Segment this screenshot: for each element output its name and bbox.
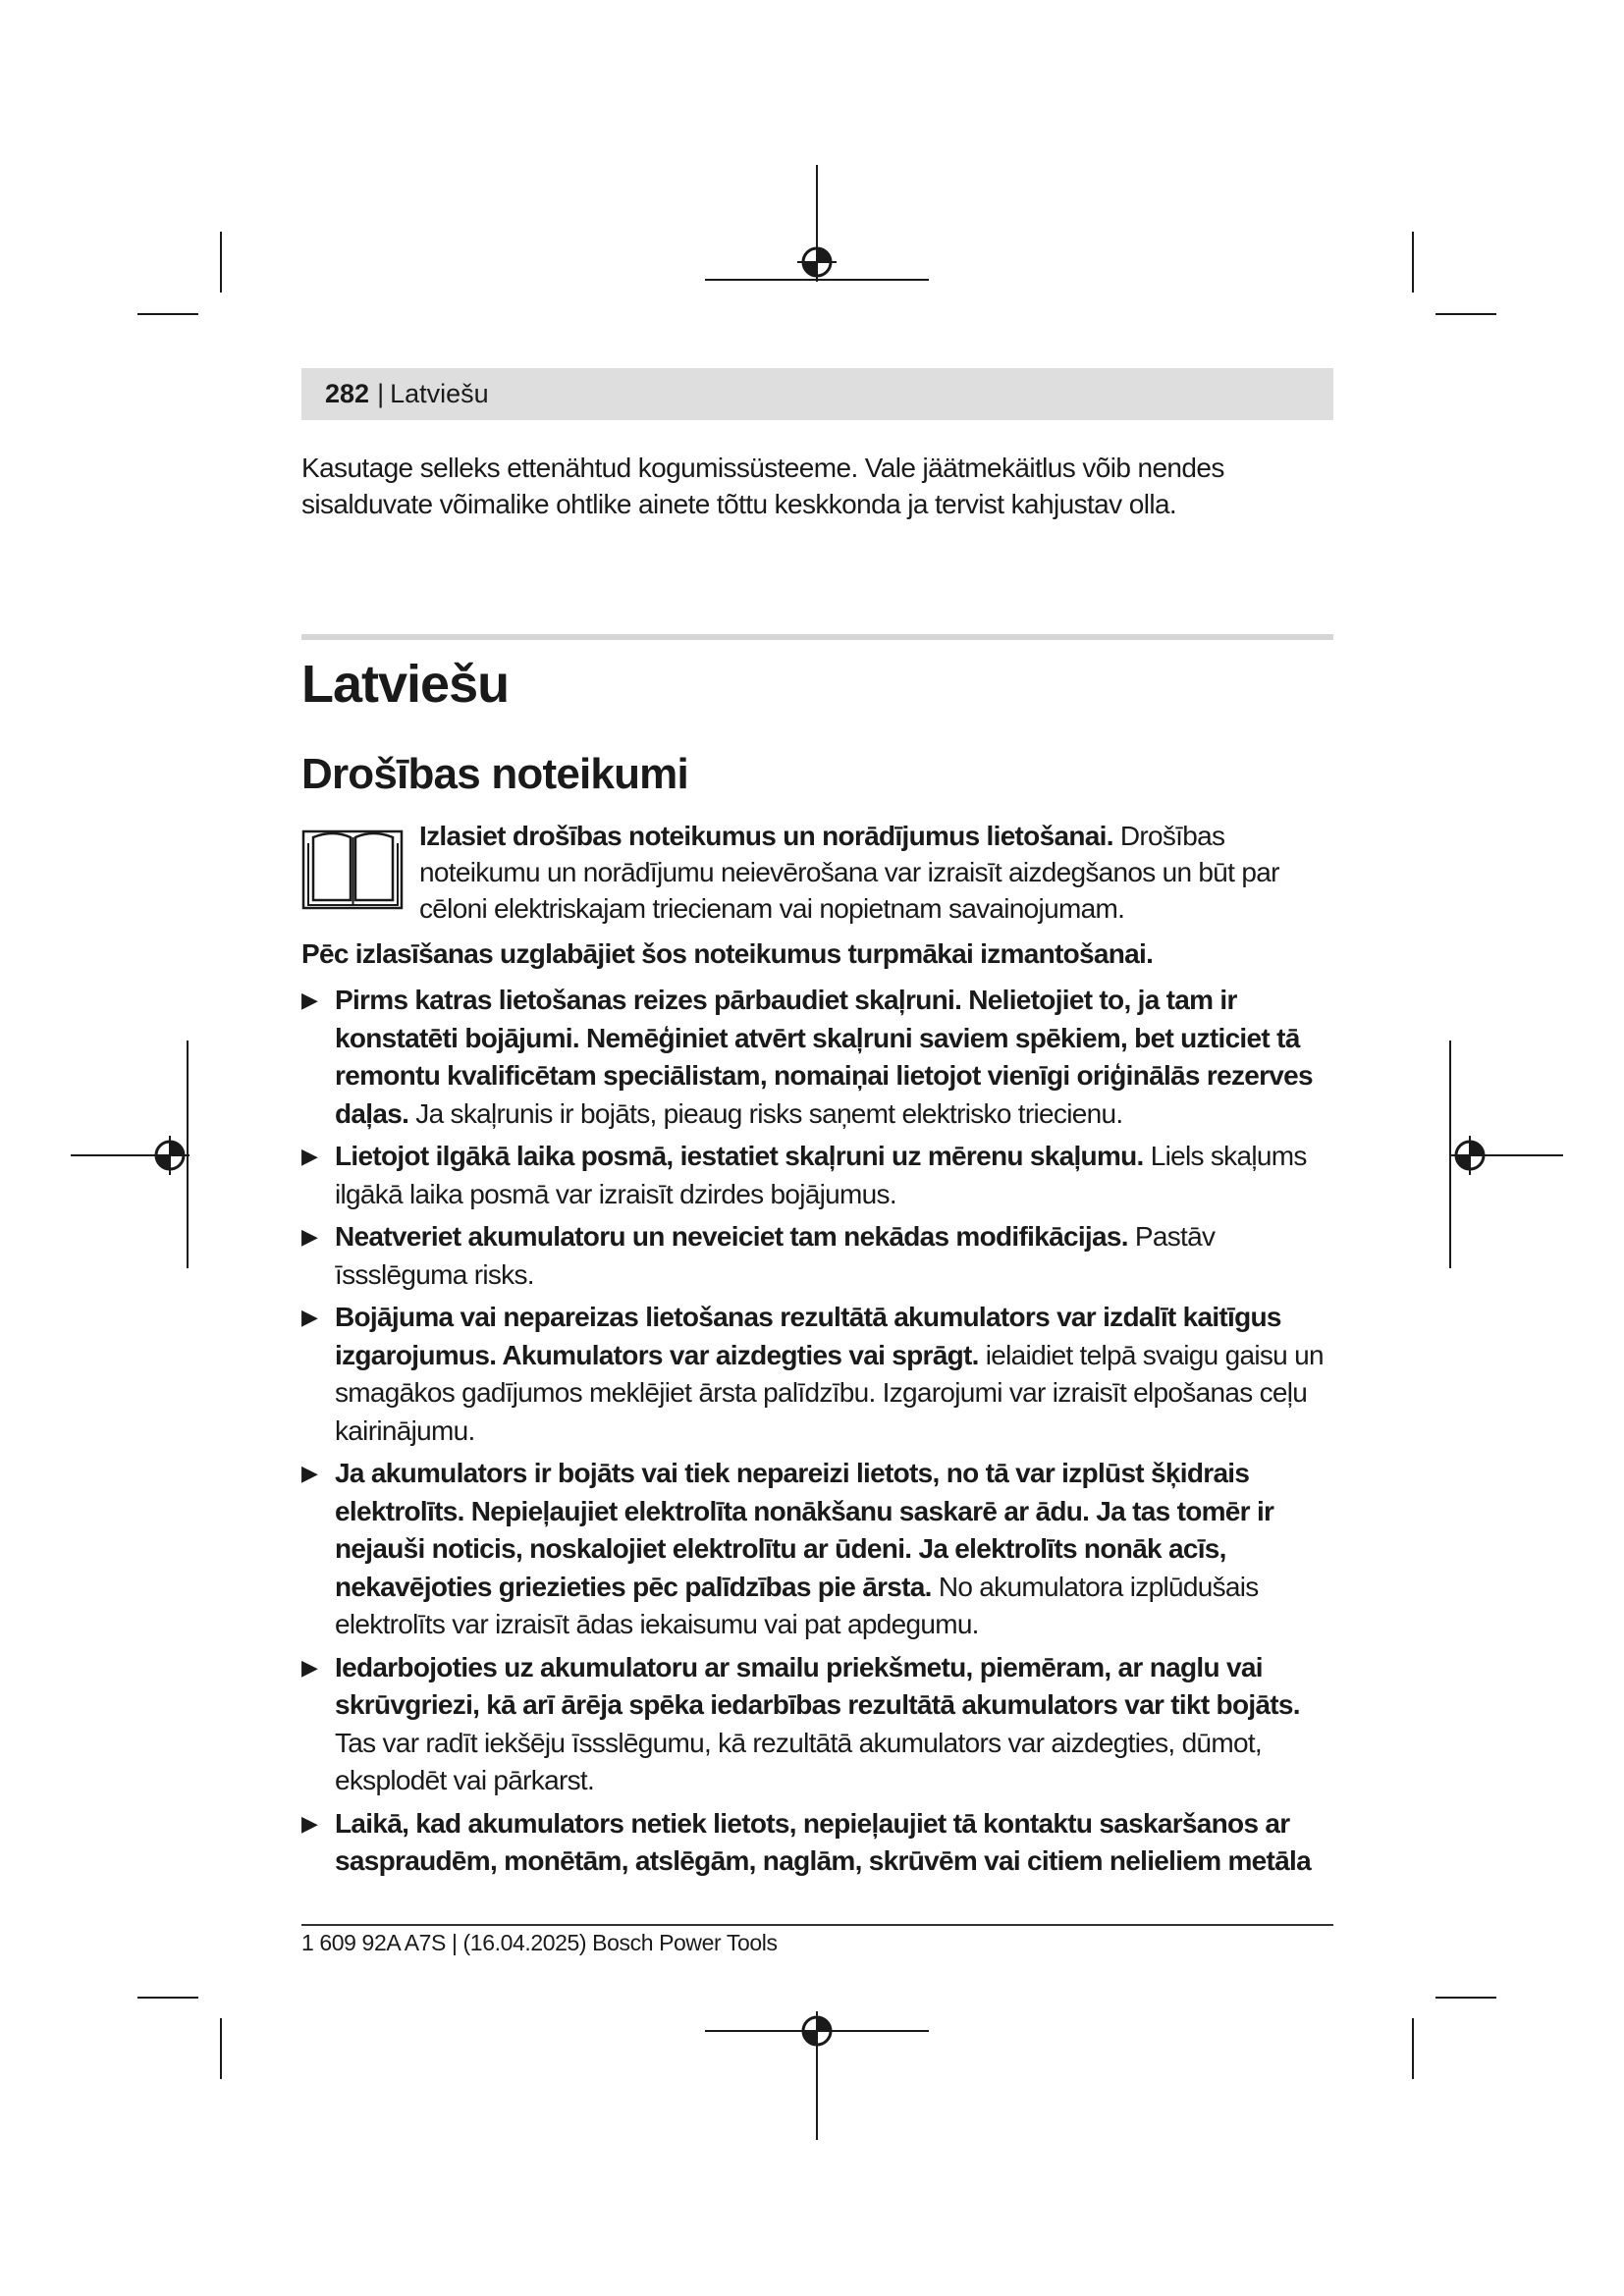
- safety-lead: [419, 818, 1333, 927]
- subsection-title: Drošības noteikumi: [301, 750, 688, 798]
- item-text: Liels skaļums ilgākā laika posmā var izraisīt dzirdes bojājumus.: [335, 1141, 1307, 1209]
- section-divider: [301, 634, 1333, 640]
- lead-text: Drošības noteikumu un norādījumu neievērošana var izraisīt aizdegšanos un būt par cēloni elektriskajam triecienam vai nopietnam savainojumam.: [419, 821, 1279, 924]
- section-title: Latviešu: [301, 655, 510, 714]
- list-item: [301, 982, 1333, 1133]
- registration-mark-icon: [793, 239, 840, 286]
- item-text: Pastāv īssslēguma risks.: [335, 1221, 1216, 1290]
- registration-mark-icon: [146, 1132, 193, 1179]
- footer-divider: [301, 1924, 1333, 1926]
- safety-list: [301, 982, 1333, 1886]
- header-language: Latviešu: [390, 379, 489, 408]
- item-bold: Pirms katras lietošanas reizes pārbaudiet skaļruni. Nelietojiet to, ja tam ir konstatēti bojājumi. Nemēģiniet atvērt skaļruni saviem spēkiem, bet uzticiet tā remontu kvalificētam speciālistam, nomaiņai lietojot vienīgi oriģinālās rezerves daļas.: [335, 985, 1313, 1129]
- bullet-arrow-icon: ▶: [301, 1810, 318, 1836]
- bullet-arrow-icon: ▶: [301, 1461, 318, 1485]
- item-bold: Neatveriet akumulatoru un neveiciet tam nekādas modifikācijas.: [335, 1221, 1128, 1252]
- list-item: [301, 1805, 1333, 1881]
- list-item: [301, 1455, 1333, 1644]
- item-text: Ja skaļrunis ir bojāts, pieaug risks saņemt elektrisko triecienu.: [408, 1097, 1123, 1129]
- page-number: 282: [325, 379, 370, 408]
- item-bold: Iedarbojoties uz akumulatoru ar smailu priekšmetu, piemēram, ar naglu vai skrūvgriezi, kā arī ārēja spēka iedarbības rezultātā akumulators var tikt bojāts.: [335, 1651, 1300, 1720]
- page-footer: 1 609 92A A7S | (16.04.2025) Bosch Power Tools: [301, 1930, 778, 1955]
- item-text: No akumulatora izplūdušais elektrolīts var izraisīt ādas iekaisumu vai pat apdegumu.: [335, 1571, 1259, 1639]
- list-item: [301, 1218, 1333, 1294]
- list-item: [301, 1649, 1333, 1800]
- list-item: [301, 1299, 1333, 1450]
- item-text: Tas var radīt iekšēju īssslēgumu, kā rezultātā akumulators var aizdegties, dūmot, eksplodēt vai pārkarst.: [335, 1727, 1262, 1795]
- registration-mark-icon: [793, 2007, 840, 2055]
- bullet-arrow-icon: ▶: [301, 988, 318, 1012]
- item-bold: Lietojot ilgākā laika posmā, iestatiet skaļruni uz mērenu skaļumu.: [335, 1141, 1144, 1171]
- intro-paragraph: Kasutage selleks ettenähtud kogumissüsteeme. Vale jäätmekäitlus võib nendes sisalduvate võimalike ohtlike ainete tõttu keskkonda ja tervist kahjustav olla.: [301, 453, 1224, 519]
- bullet-arrow-icon: ▶: [301, 1224, 318, 1249]
- header-separator: |: [377, 379, 385, 408]
- bullet-arrow-icon: ▶: [301, 1654, 318, 1680]
- item-bold: Laikā, kad akumulators netiek lietots, nepieļaujiet tā kontaktu saskaršanos ar saspraudēm, monētām, atslēgām, naglām, skrūvēm vai citiem nelieliem metāla: [335, 1807, 1311, 1876]
- list-item: [301, 1138, 1333, 1213]
- item-bold: Bojājuma vai nepareizas lietošanas rezultātā akumulators var izdalīt kaitīgus izgarojumus. Akumulators var aizdegties vai sprāgt.: [335, 1302, 1281, 1370]
- item-text: ielaidiet telpā svaigu gaisu un smagākos gadījumos meklējiet ārsta palīdzību. Izgarojumi var izraisīt elpošanas ceļu kairinājumu.: [335, 1339, 1324, 1446]
- lead-bold: Izlasiet drošības noteikumus un norādījumus lietošanai.: [419, 821, 1113, 851]
- registration-mark-icon: [1446, 1132, 1493, 1179]
- bullet-arrow-icon: ▶: [301, 1144, 318, 1168]
- item-bold: Ja akumulators ir bojāts vai tiek nepareizi lietots, no tā var izplūst šķidrais elektrolīts. Nepieļaujiet elektrolīta nonākšanu saskarē ar ādu. Ja tas tomēr ir nejauši noticis, noskalojiet elektrolītu ar ūdeni. Ja elektrolīts nonāk acīs, nekavējoties griezieties pēc palīdzības pie ārsta.: [335, 1458, 1274, 1602]
- book-icon: [301, 818, 405, 911]
- bullet-arrow-icon: ▶: [301, 1305, 318, 1329]
- page-header: [301, 368, 1333, 420]
- keep-instructions-note: Pēc izlasīšanas uzglabājiet šos noteikumus turpmākai izmantošanai.: [301, 938, 1154, 969]
